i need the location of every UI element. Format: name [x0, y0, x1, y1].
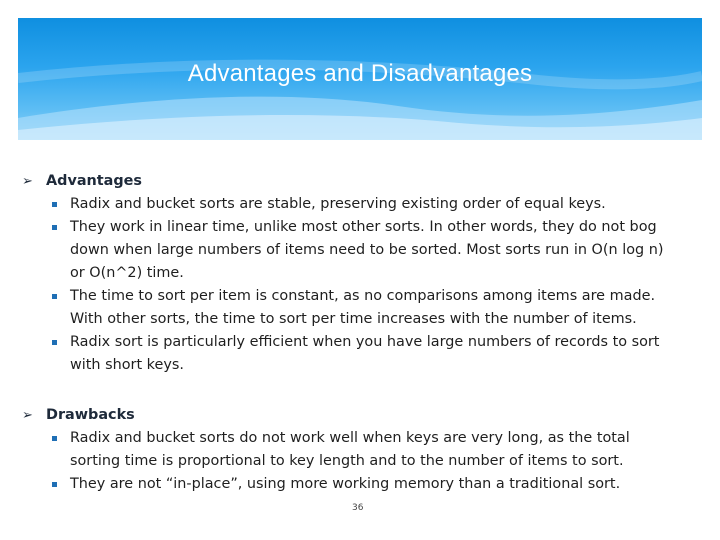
- square-bullet-icon: [52, 340, 57, 345]
- section-spacer: [22, 377, 702, 404]
- square-bullet-icon: [52, 294, 57, 299]
- list-item: Radix and bucket sorts do not work well when keys are very long, as the total sorting time is proportional to key length and to the number of items to sort.: [22, 427, 702, 473]
- square-bullet-icon: [52, 225, 57, 230]
- square-bullet-icon: [52, 436, 57, 441]
- square-bullet-icon: [52, 202, 57, 207]
- arrow-bullet-icon: ➢: [22, 408, 33, 423]
- bullet-list: [22, 193, 702, 377]
- page-number: 36: [352, 503, 364, 513]
- list-item: Radix sort is particularly efficient when you have large numbers of records to sort with short keys.: [22, 331, 702, 377]
- section-heading-text: Advantages: [46, 173, 142, 189]
- section-advantages: [22, 170, 702, 377]
- arrow-bullet-icon: ➢: [22, 174, 33, 189]
- section-heading-text: Drawbacks: [46, 407, 135, 423]
- bullet-list: [22, 427, 702, 496]
- square-bullet-icon: [52, 482, 57, 487]
- slide-body: [22, 170, 702, 496]
- section-heading: [22, 404, 702, 427]
- section-drawbacks: [22, 404, 702, 496]
- section-heading: [22, 170, 702, 193]
- list-item: The time to sort per item is constant, as no comparisons among items are made. With other sorts, the time to sort per time increases with the number of items.: [22, 285, 702, 331]
- list-item: Radix and bucket sorts are stable, preserving existing order of equal keys.: [22, 193, 702, 216]
- list-item: They work in linear time, unlike most other sorts. In other words, they do not bog down when large numbers of items need to be sorted. Most sorts run in O(n log n) or O(n^2) time.: [22, 216, 702, 285]
- slide-title: Advantages and Disadvantages: [187, 60, 533, 87]
- slide-header-banner: [18, 18, 702, 140]
- list-item: They are not “in-place”, using more working memory than a traditional sort.: [22, 473, 702, 496]
